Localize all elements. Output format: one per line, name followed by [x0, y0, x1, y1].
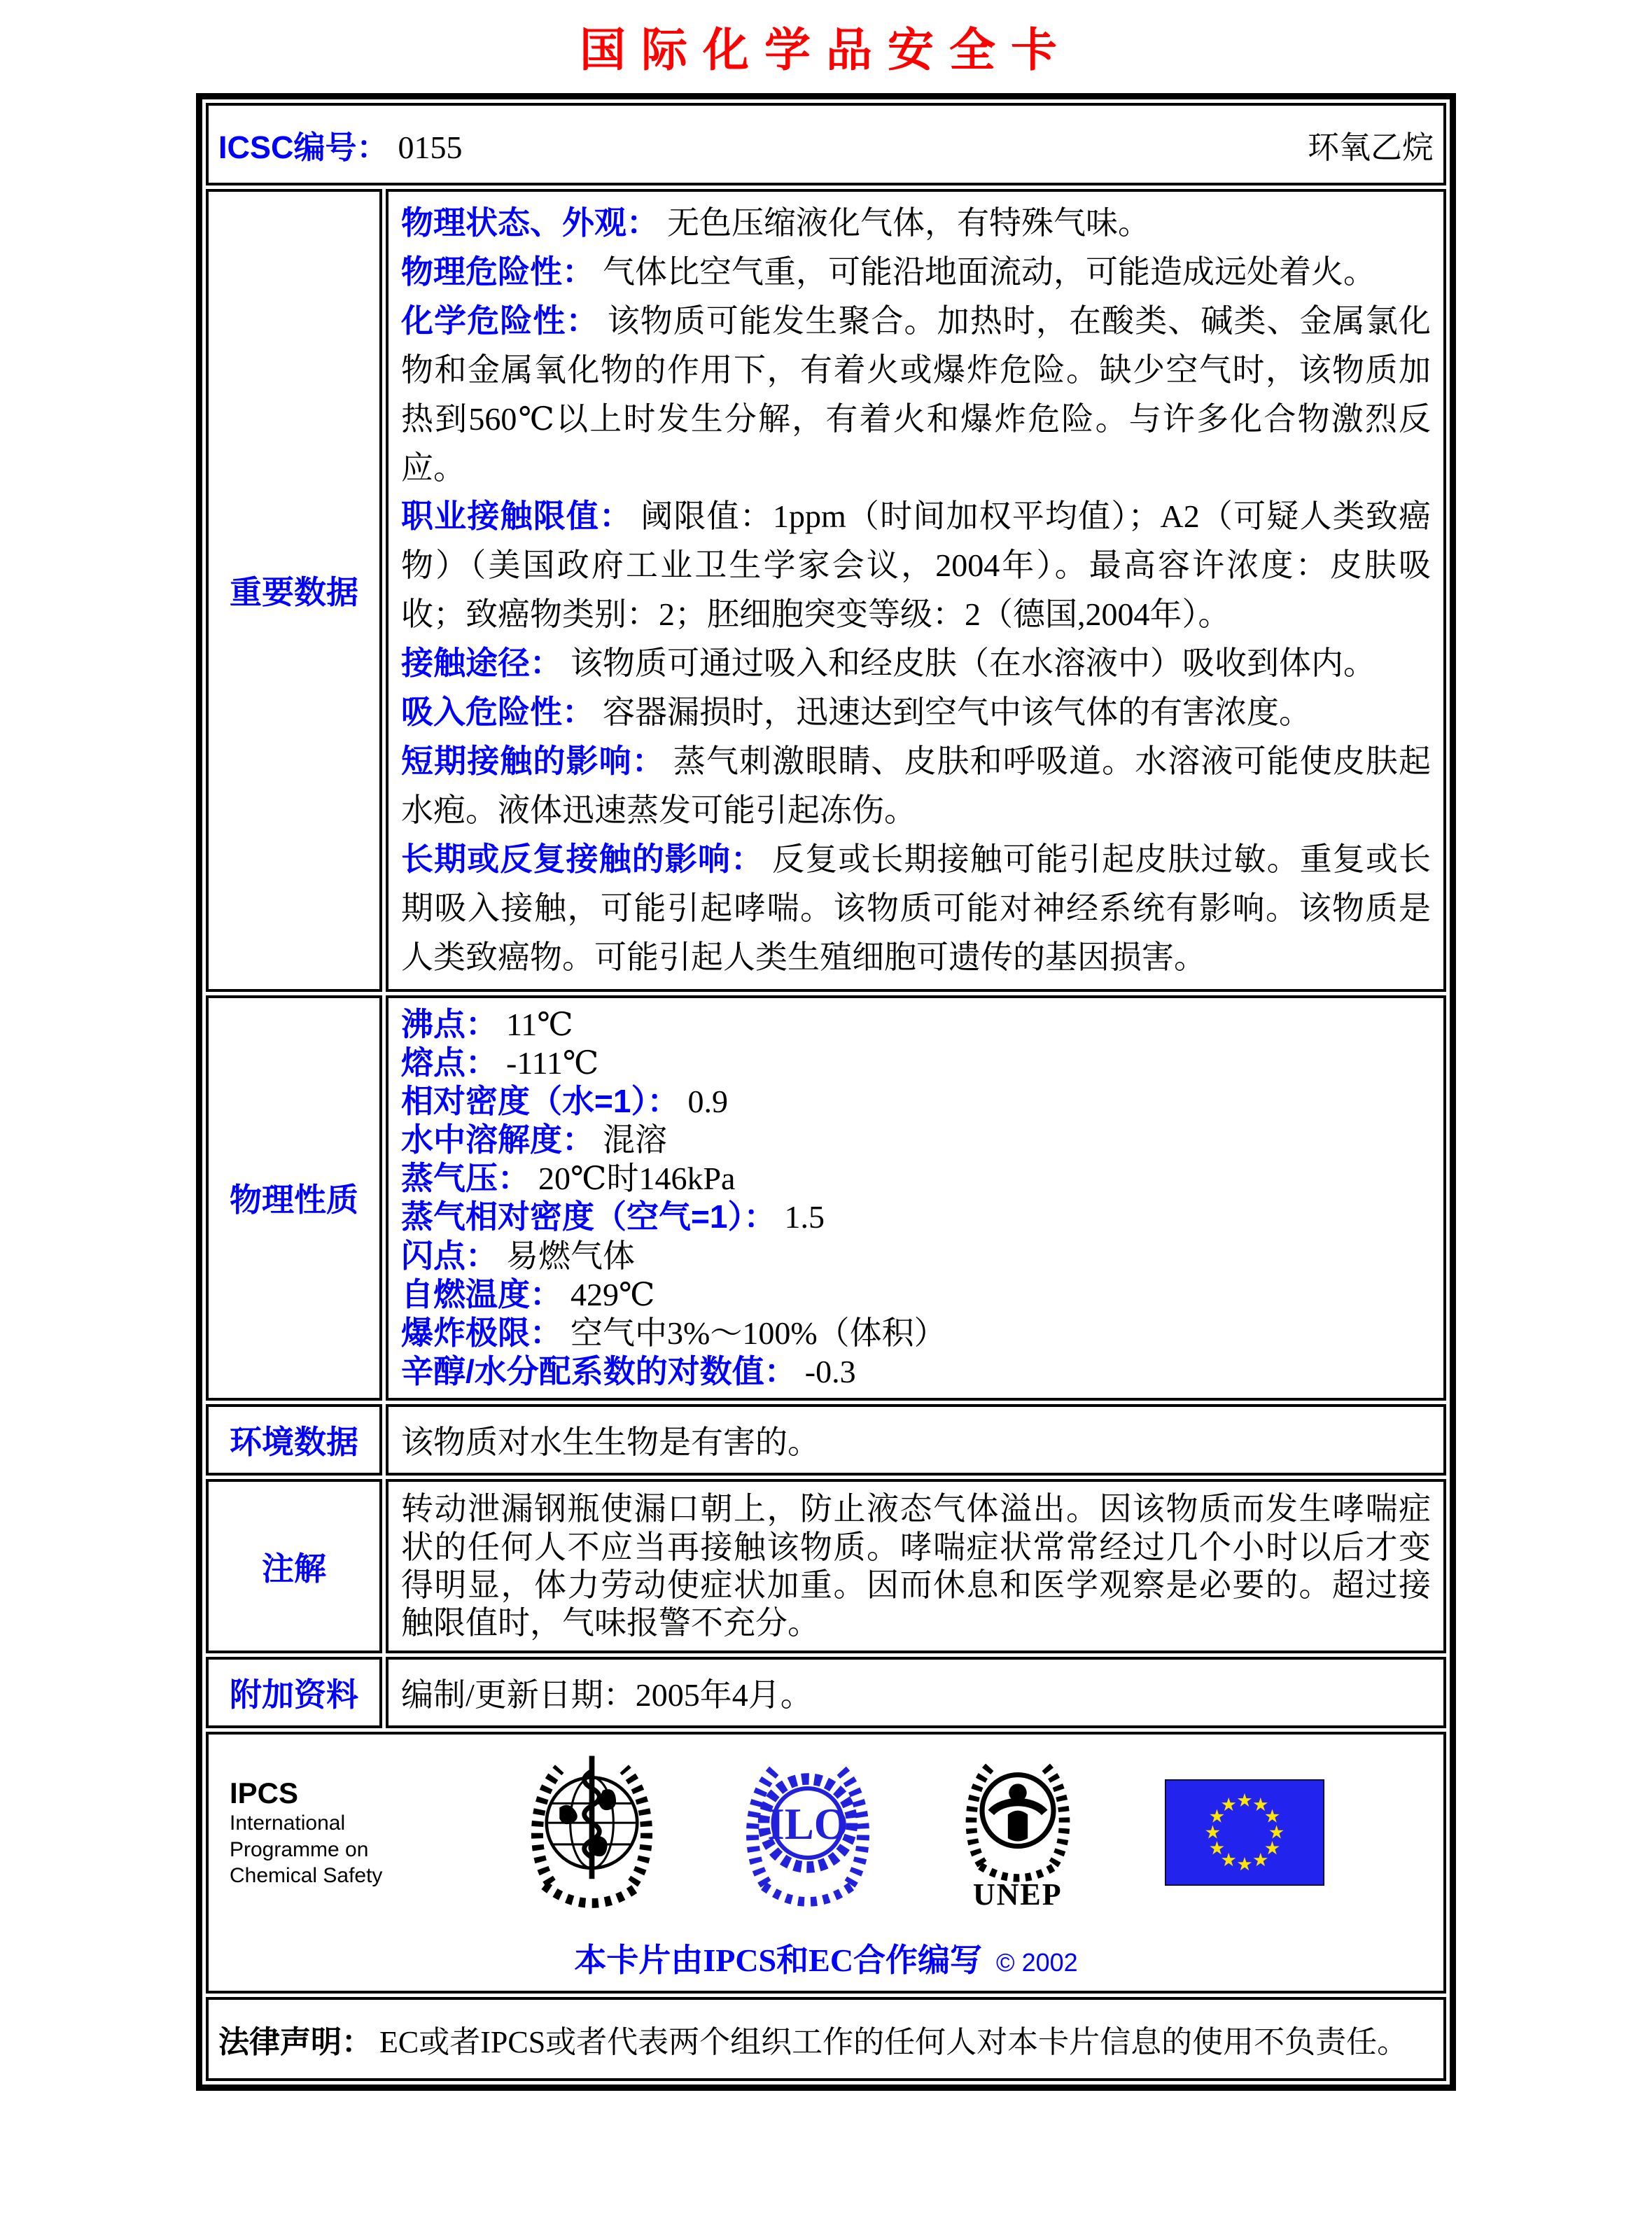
eu-flag-icon — [1165, 1779, 1324, 1886]
credit-line — [223, 1935, 1429, 1981]
property-key: 沸点： — [401, 1005, 498, 1042]
property-key: 蒸气压： — [401, 1160, 530, 1197]
entry-text: 该物质可通过吸入和经皮肤（在水溶液中）吸收到体内。 — [570, 645, 1376, 682]
property-line — [401, 1352, 1431, 1391]
property-value: 429℃ — [570, 1276, 655, 1312]
property-value: -111℃ — [506, 1044, 599, 1081]
chemical-name: 环氧乙烷 — [1307, 129, 1434, 165]
logos-strip — [223, 1749, 1429, 1917]
icsc-number-value: 0155 — [398, 129, 463, 165]
property-line — [401, 1044, 1431, 1082]
legal-row — [206, 1997, 1446, 2081]
property-line — [401, 1005, 1431, 1044]
page-title: 国际化学品安全卡 — [580, 25, 1072, 76]
property-key: 辛醇/水分配系数的对数值： — [401, 1353, 797, 1390]
card-header-row — [206, 103, 1446, 185]
section-content-additional-info: 编制/更新日期：2005年4月。 — [386, 1657, 1446, 1728]
property-value: 1.5 — [784, 1199, 825, 1235]
entry-key: 长期或反复接触的影响： — [401, 840, 764, 877]
section-content-environmental-data: 该物质对水生生物是有害的。 — [386, 1404, 1446, 1476]
ipcs-subtitle-line: International — [230, 1812, 346, 1835]
logos-cell — [206, 1732, 1446, 1994]
entry-key: 物理危险性： — [401, 253, 594, 290]
entry-text: 该物质可能发生聚合。加热时，在酸类、碱类、金属氯化物和金属氧化物的作用下，有着火或爆炸危险。缺少空气时，该物质加热到560℃以上时发生分解，有着火和爆炸危险。与许多化合物激烈反应。 — [401, 302, 1432, 486]
entry-key: 接触途径： — [401, 645, 562, 682]
section-label-important-data: 重要数据 — [206, 189, 382, 992]
icsc-card-table — [202, 99, 1450, 2085]
section-content-notes — [386, 1479, 1446, 1653]
property-value: 11℃ — [506, 1006, 573, 1042]
property-line — [401, 1314, 1431, 1352]
entry-text: 反复或长期接触可能引起皮肤过敏。重复或长期吸入接触，可能引起哮喘。该物质可能对神经系统有影响。该物质是人类致癌物。可能引起人类生殖细胞可遗传的基因损害。 — [401, 841, 1432, 975]
unep-logo-caption: UNEP — [972, 1877, 1063, 1912]
property-line — [401, 1159, 1431, 1198]
copyright-text: © 2002 — [996, 1948, 1078, 1977]
property-value: 易燃气体 — [506, 1238, 635, 1274]
property-line — [401, 1198, 1431, 1236]
property-value: 混溶 — [603, 1122, 667, 1158]
section-label-environmental-data: 环境数据 — [206, 1404, 382, 1476]
important-entry — [401, 688, 1431, 737]
ipcs-block — [230, 1777, 440, 1889]
entry-key: 吸入危险性： — [401, 694, 594, 731]
entry-key: 物理状态、外观： — [401, 204, 659, 241]
icsc-document-page — [0, 13, 1652, 2228]
important-entry — [401, 639, 1431, 688]
important-entry — [401, 835, 1431, 982]
important-entry — [401, 199, 1431, 248]
property-value: -0.3 — [804, 1354, 856, 1390]
unep-logo-icon — [958, 1753, 1077, 1882]
entry-text: 容器漏损时，迅速达到空气中该气体的有害浓度。 — [603, 694, 1311, 731]
card-header-inner — [218, 122, 1434, 167]
section-content-important-data — [386, 189, 1446, 992]
additional-info-row — [206, 1657, 1446, 1728]
property-key: 水中溶解度： — [401, 1121, 594, 1158]
who-logo-icon — [527, 1749, 657, 1917]
ipcs-subtitle-line: Programme on — [230, 1837, 369, 1861]
notes-row — [206, 1479, 1446, 1653]
entry-key: 职业接触限值： — [401, 498, 633, 535]
icsc-number-group — [218, 122, 463, 167]
property-key: 熔点： — [401, 1044, 498, 1081]
property-key: 爆炸极限： — [401, 1315, 562, 1351]
section-content-physical-properties — [386, 995, 1446, 1401]
logos-row — [206, 1732, 1446, 1994]
property-line — [401, 1275, 1431, 1314]
ilo-logo-icon — [745, 1749, 871, 1917]
legal-notice-key: 法律声明： — [218, 2025, 372, 2060]
card-header-cell — [206, 103, 1446, 185]
entry-key: 化学危险性： — [401, 302, 599, 339]
icsc-card — [196, 93, 1456, 2091]
ipcs-acronym: IPCS — [230, 1777, 299, 1810]
section-label-notes: 注解 — [206, 1479, 382, 1653]
property-value: 空气中3%～100%（体积） — [570, 1315, 946, 1351]
ipcs-subtitle-line: Chemical Safety — [230, 1864, 383, 1888]
property-line — [401, 1237, 1431, 1275]
legal-notice-text: EC或者IPCS或者代表两个组织工作的任何人对本卡片信息的使用不负责任。 — [379, 2025, 1408, 2060]
ilo-logo-text: ILO — [766, 1800, 848, 1849]
entry-text: 蒸气刺激眼睛、皮肤和呼吸道。水溶液可能使皮肤起水疱。液体迅速蒸发可能引起冻伤。 — [401, 743, 1432, 828]
property-value: 0.9 — [687, 1083, 728, 1119]
section-label-additional-info: 附加资料 — [206, 1657, 382, 1728]
important-entry — [401, 297, 1431, 493]
entry-key: 短期接触的影响： — [401, 742, 665, 779]
section-label-physical-properties: 物理性质 — [206, 995, 382, 1401]
icsc-number-label: ICSC编号： — [218, 129, 388, 165]
important-entry — [401, 492, 1431, 639]
environmental-data-row — [206, 1404, 1446, 1476]
property-line — [401, 1121, 1431, 1159]
credit-text: 本卡片由IPCS和EC合作编写 — [574, 1942, 983, 1979]
entry-text: 气体比空气重，可能沿地面流动，可能造成远处着火。 — [603, 253, 1376, 290]
property-key: 相对密度（水=1）： — [401, 1082, 680, 1119]
property-line — [401, 1082, 1431, 1121]
entry-text: 无色压缩液化气体，有特殊气味。 — [667, 205, 1150, 241]
important-entry — [401, 737, 1431, 835]
notes-text: 转动泄漏钢瓶使漏口朝上，防止液态气体溢出。因该物质而发生哮喘症状的任何人不应当再接触该物质。哮喘症状常常经过几个小时以后才变得明显，体力劳动使症状加重。因而休息和医学观察是必要的。超过接触限值时，气味报警不充分。 — [401, 1491, 1431, 1641]
unep-logo-block — [958, 1753, 1077, 1912]
property-key: 闪点： — [401, 1237, 498, 1274]
physical-properties-row — [206, 995, 1446, 1401]
entry-text: 阈限值：1ppm（时间加权平均值）；A2（可疑人类致癌物）（美国政府工业卫生学家会议，2004年）。最高容许浓度：皮肤吸收；致癌物类别：2；胚细胞突变等级：2（德国,2004年）。 — [401, 498, 1432, 633]
property-key: 蒸气相对密度（空气=1）： — [401, 1198, 776, 1235]
property-value: 20℃时146kPa — [538, 1161, 736, 1197]
important-data-row — [206, 189, 1446, 992]
important-entry — [401, 248, 1431, 297]
legal-cell — [206, 1997, 1446, 2081]
property-key: 自燃温度： — [401, 1275, 562, 1312]
